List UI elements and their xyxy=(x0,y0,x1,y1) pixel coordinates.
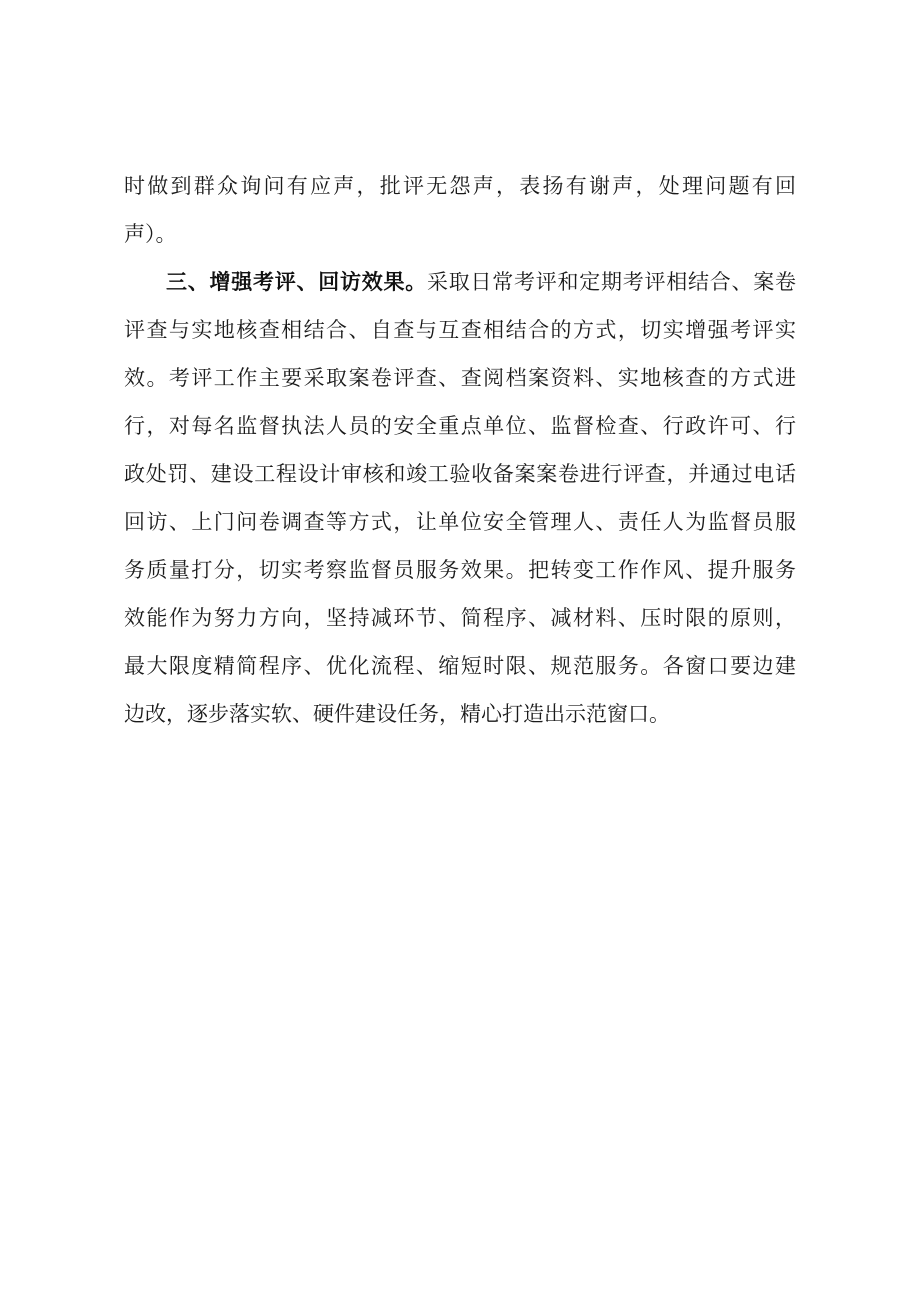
paragraph-2-line-6: 回访、上门问卷调查等方式，让单位安全管理人、责任人为监督员服 xyxy=(124,510,796,534)
paragraph-2-line-4: 行，对每名监督执法人员的安全重点单位、监督检查、行政许可、行 xyxy=(124,414,796,438)
paragraph-1-line-2: 声）。 xyxy=(124,222,177,246)
paragraph-2-first-line-text: 采取日常考评和定期考评相结合、案卷 xyxy=(427,270,796,294)
paragraph-2-line-9: 最大限度精简程序、优化流程、缩短时限、规范服务。各窗口要边建 xyxy=(124,654,796,678)
paragraph-2-line-3: 效。考评工作主要采取案卷评查、查阅档案资料、实地核查的方式进 xyxy=(124,366,796,390)
paragraph-1-line-1: 时做到群众询问有应声，批评无怨声，表扬有谢声，处理问题有回 xyxy=(124,174,796,198)
paragraph-2-first-line xyxy=(166,262,796,302)
paragraph-2-line-2: 评查与实地核查相结合、自查与互查相结合的方式，切实增强考评实 xyxy=(124,318,796,342)
paragraph-2-line-8: 效能作为努力方向，坚持减环节、简程序、减材料、压时限的原则， xyxy=(124,606,796,630)
section-heading: 三、增强考评、回访效果。 xyxy=(166,270,427,294)
paragraph-2-line-7: 务质量打分，切实考察监督员服务效果。把转变工作作风、提升服务 xyxy=(124,558,796,582)
paragraph-2-line-5: 政处罚、建设工程设计审核和竣工验收备案案卷进行评查，并通过电话 xyxy=(124,462,796,486)
paragraph-2-line-10: 边改，逐步落实软、硬件建设任务，精心打造出示范窗口。 xyxy=(124,702,670,726)
